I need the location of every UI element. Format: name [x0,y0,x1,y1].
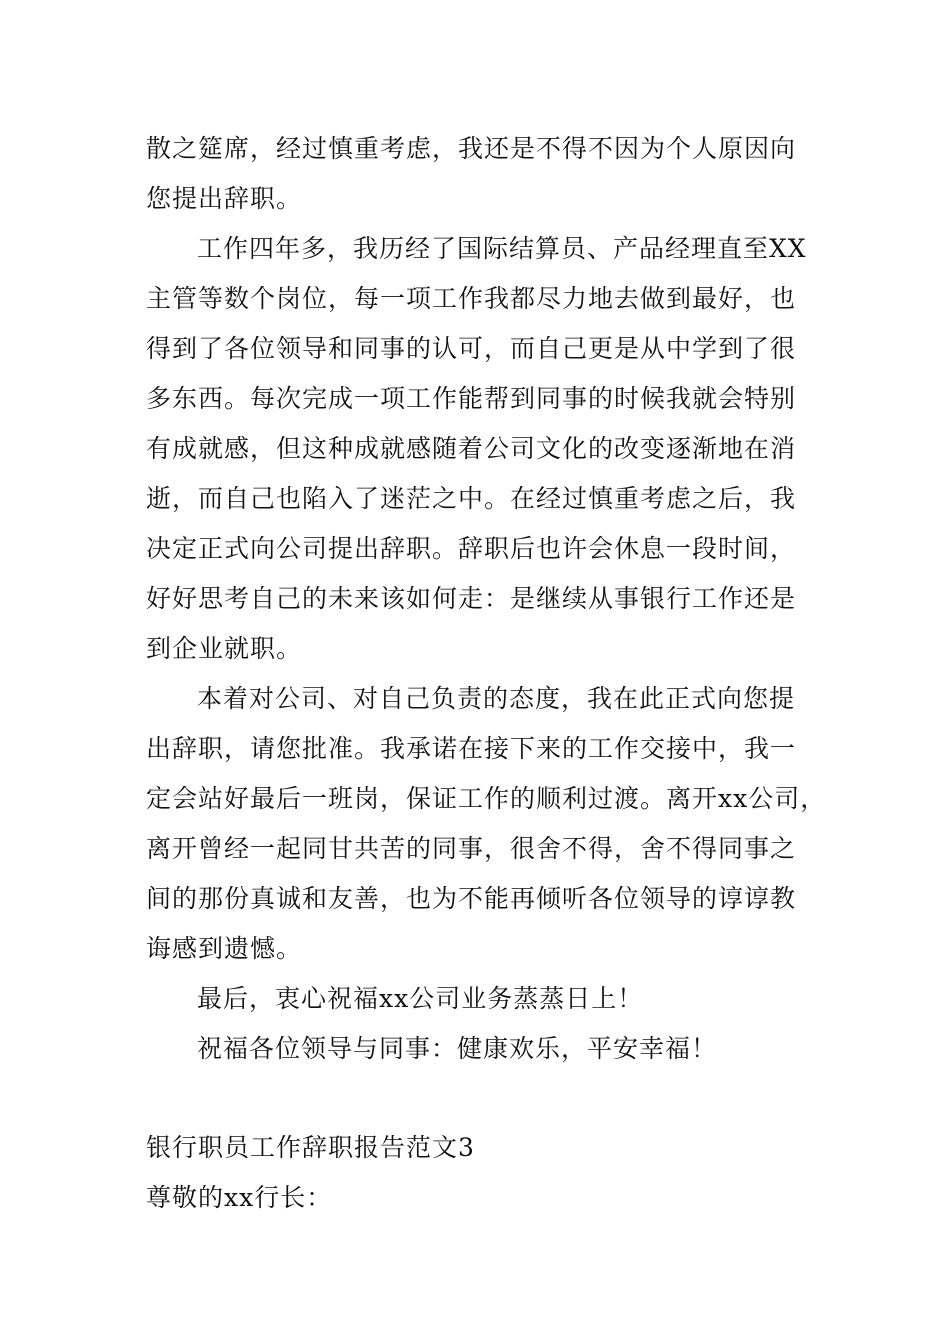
paragraph-line: 到企业就职。 [146,634,303,663]
paragraph-line: 好好思考自己的未来该如何走：是继续从事银行工作还是 [146,584,797,613]
paragraph-line: 定会站好最后一班岗，保证工作的顺利过渡。离开xx公司， [146,784,827,813]
paragraph-line: 出辞职，请您批准。我承诺在接下来的工作交接中，我一 [146,734,797,763]
closing-blessing: 最后，衷心祝福xx公司业务蒸蒸日上！ [197,984,644,1013]
paragraph-line: 多东西。每次完成一项工作能帮到同事的时候我就会特别 [146,384,797,413]
paragraph-line: 主管等数个岗位，每一项工作我都尽力地去做到最好，也 [146,284,797,313]
salutation: 尊敬的xx行长： [146,1183,333,1212]
paragraph-line: 诲感到遗憾。 [146,934,303,963]
paragraph-line: 工作四年多，我历经了国际结算员、产品经理直至XX [197,234,807,263]
paragraph-line: 间的那份真诚和友善，也为不能再倾听各位领导的谆谆教 [146,884,797,913]
paragraph-line: 逝，而自己也陷入了迷茫之中。在经过慎重考虑之后，我 [146,484,797,513]
closing-wishes: 祝福各位领导与同事：健康欢乐，平安幸福！ [197,1034,718,1063]
paragraph-line: 有成就感，但这种成就感随着公司文化的改变逐渐地在消 [146,434,797,463]
paragraph-line: 离开曾经一起同甘共苦的同事，很舍不得，舍不得同事之 [146,834,797,863]
paragraph-line: 散之筵席，经过慎重考虑，我还是不得不因为个人原因向 [146,134,797,163]
paragraph-line: 得到了各位领导和同事的认可，而自己更是从中学到了很 [146,334,797,363]
section-title: 银行职员工作辞职报告范文3 [146,1133,475,1162]
paragraph-line: 决定正式向公司提出辞职。辞职后也许会休息一段时间， [146,534,797,563]
paragraph-line: 您提出辞职。 [146,184,303,213]
paragraph-line: 本着对公司、对自己负责的态度，我在此正式向您提 [197,684,796,713]
